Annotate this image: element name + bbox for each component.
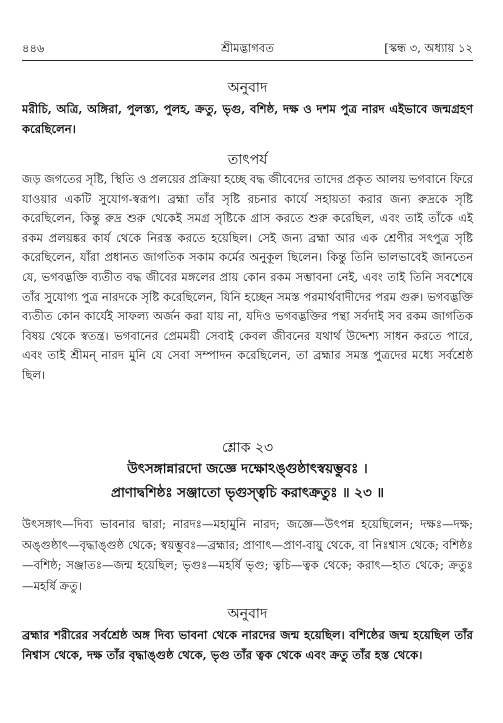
header-rule — [22, 60, 473, 61]
translation-heading-2: অনুবাদ — [227, 606, 268, 622]
verse-line-2: প্রাণাদ্বশিষ্ঠঃ সঞ্জাতো ভৃগুস্ত্বচি করাৎক্রতুঃ ॥ ২৩ ॥ — [111, 485, 384, 501]
running-title: শ্রীমদ্ভাগবত — [221, 41, 274, 55]
translation-text-2: ব্রহ্মার শরীরের সর্বশ্রেষ্ঠ অঙ্গ দিব্য ভাবনা থেকে নারদের জন্ম হয়েছিল। বশিষ্ঠের জন্ম হয়েছিল তাঁর নিশ্বাস থেকে, দক্ষ তাঁর বৃদ্ধাঙ্গুষ্ঠ থেকে, ভৃগু তাঁর ত্বক থেকে এবং ক্রতু তাঁর হস্ত থেকে। — [22, 628, 473, 662]
page-number: ৪৪৬ — [22, 41, 45, 55]
page-header — [22, 40, 473, 58]
translation-text: মরীচি, অত্রি, অঙ্গিরা, পুলস্ত্য, পুলহ, ক্রতু, ভৃগু, বশিষ্ঠ, দক্ষ ও দশম পুত্র নারদ এইভাবে জন্মগ্রহণ করেছিলেন। — [22, 102, 473, 136]
purport-text: জড় জগতের সৃষ্টি, স্থিতি ও প্রলয়ের প্রক্রিয়া হচ্ছে বদ্ধ জীবেদের তাদের প্রকৃত আলয় ভগবানে ফিরে যাওয়ার একটি সুযোগ-স্বরূপ। ব্রহ্মা তাঁর সৃষ্টি রচনার কার্যে সহায়তা করার জন্য রুদ্রকে সৃষ্টি করেছিলেন, কিন্তু রুদ্র শুরু থেকেই সমগ্র সৃষ্টিকে গ্রাস করতে শুরু করেছিল, এবং তাই তাঁকে এই রকম প্রলয়ঙ্কর কার্য থেকে নিরস্ত করতে হয়েছিল। সেই জন্য ব্রহ্মা আর এক শ্রেণীর সৎপুত্র সৃষ্টি করেছিলেন, যাঁরা প্রধানত জাগতিক সকাম কর্মের অনুকূল ছিলেন। কিন্তু তিনি ভালভাবেই জানতেন যে, ভগবদ্ভক্তি ব্যতীত বদ্ধ জীবের মঙ্গলের প্রায় কোন রকম সম্ভাবনা নেই, এবং তাই তিনি সবশেষে তাঁর সুযোগ্য পুত্র নারদকে সৃষ্টি করেছিলেন, যিনি হচ্ছেন সমস্ত পরমার্থবাদীদের পরম গুরু। ভগবদ্ভক্তি ব্যতীত কোন কার্যেই সাফল্য অর্জন করা যায় না, যদিও ভগবদ্ভক্তির পন্থা সর্বদাই সব রকম জাগতিক বিষয় থেকে স্বতন্ত্র। ভগবানের প্রেমময়ী সেবাই কেবল জীবনের যথার্থ উদ্দেশ্য সাধন করতে পারে, এবং তাই শ্রীমন্ নারদ মুনি যে সেবা সম্পাদন করেছিলেন, তা ব্রহ্মার সমস্ত পুত্রদের মধ্যে সর্বশ্রেষ্ঠ ছিল। — [22, 172, 473, 382]
verse-heading: শ্লোক ২৩ — [221, 440, 274, 456]
translation-heading: অনুবাদ — [227, 80, 268, 96]
synonyms-text: উৎসঙ্গাৎ—দিব্য ভাবনার দ্বারা; নারদঃ—মহামুনি নারদ; জজ্ঞে—উৎপন্ন হয়েছিলেন; দক্ষঃ—দক্ষ; অঙ্গুষ্ঠাৎ—বৃদ্ধাঙ্গুষ্ঠ থেকে; স্বয়ম্ভুবঃ—ব্রহ্মার; প্রাণাৎ—প্রাণ-বায়ু থেকে, বা নিঃশ্বাস থেকে; বশিষ্ঠঃ—বশিষ্ঠ; সঞ্জাতঃ—জন্ম হয়েছিল; ভৃগুঃ—মহর্ষি ভৃগু; ত্বচি—ত্বক থেকে; করাৎ—হাত থেকে; ক্রতুঃ—মহর্ষি ক্রতু। — [22, 517, 473, 593]
purport-heading: তাৎপর্য — [227, 152, 268, 168]
section-reference: [স্কন্ধ ৩, অধ্যায় ১২ — [384, 41, 473, 55]
verse-line-1: উৎসঙ্গান্নারদো জজ্ঞে দক্ষোঽঙ্গুষ্ঠাৎস্বয়ম্ভুবঃ । — [127, 461, 368, 477]
